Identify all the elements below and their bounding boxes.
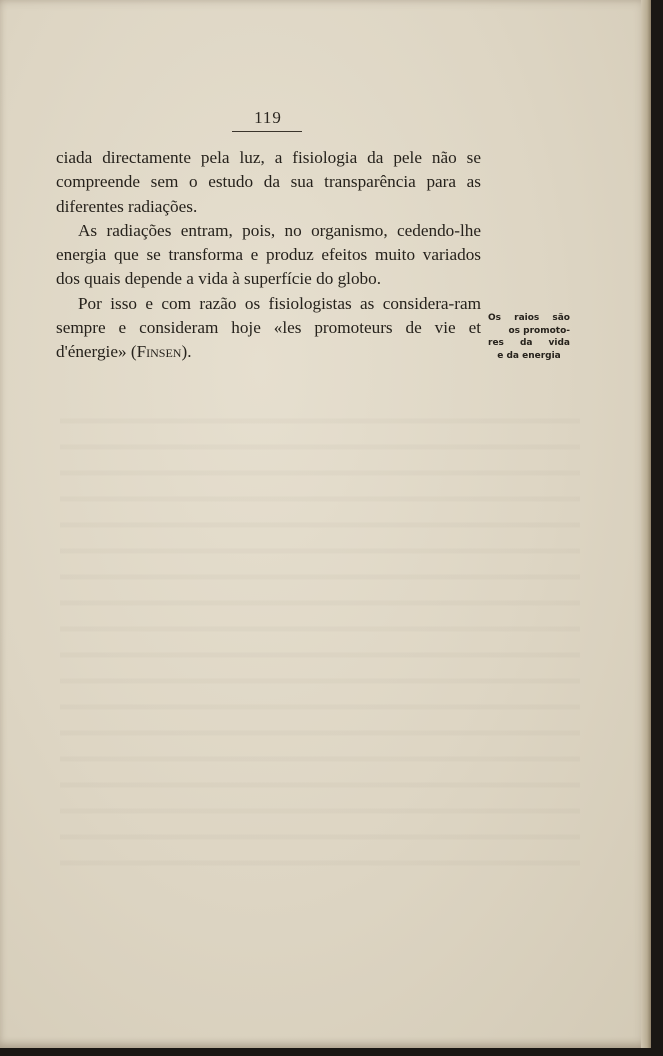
body-text [56,146,481,365]
marginal-note-line: Os raios são [488,313,570,323]
paragraph-3-text: Por isso e com razão os fisiologistas as considera-ram sempre e consideram hoje «les promoteurs de vie et d'énergie» ( [56,293,481,362]
page-edge [641,0,651,1048]
marginal-note-line: res da vida [488,338,570,349]
paragraph-3 [56,292,481,365]
page-number: 119 [254,108,282,127]
page-number-rule [232,131,302,132]
paragraph-1: ciada directamente pela luz, a fisiologia da pele não se compreende sem o estudo da sua transparência para as diferentes radiações. [56,148,481,216]
marginal-note-line: os promoto- [508,325,570,336]
author-name: Finsen [136,342,182,362]
paragraph-2: As radiações entram, pois, no organismo, cedendo-lhe energia que se transforma e produz efeitos muito variados dos quais depende a vida à superfície do globo. [56,220,481,289]
marginal-note [488,312,570,362]
marginal-note-line: e da energia [497,350,561,361]
paragraph-3-end: ). [181,342,192,362]
show-through-texture [60,400,580,880]
